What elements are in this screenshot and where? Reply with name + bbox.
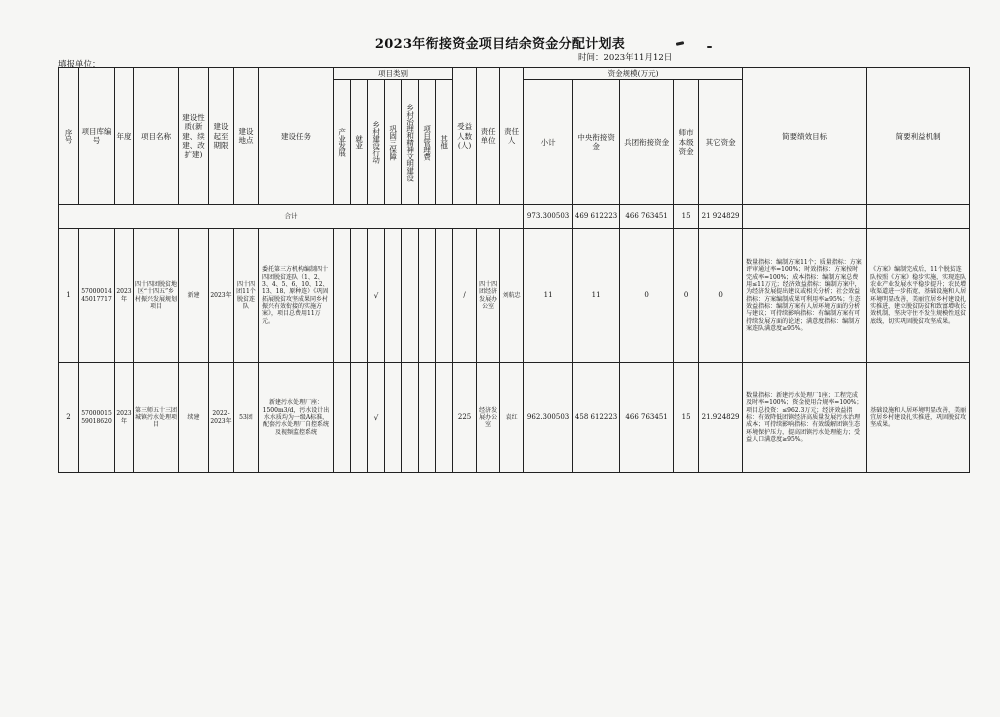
row-project-name: 四十四团脱贫地区“十四五”乡村振兴发展规划项目: [134, 229, 179, 363]
total-label: 合计: [59, 205, 524, 229]
header-central: 中央衔接资金: [573, 80, 620, 205]
time-label: 时间：2023年11月12日: [578, 53, 673, 63]
row-project-name: 第三师五十三团城镇污水处理项目: [134, 363, 179, 473]
row-cat-industry: [334, 229, 351, 363]
header-fund-group: 资金规模(万元): [524, 68, 743, 80]
row-resp-person: 刘航忠: [500, 229, 524, 363]
header-cat-other: 其他: [436, 80, 453, 205]
row-cat-other: [436, 363, 453, 473]
header-year: 年度: [115, 68, 134, 205]
fill-unit-label: 填报单位：: [58, 60, 101, 70]
row-seq: 1: [59, 229, 79, 363]
total-goals-empty: [743, 205, 867, 229]
row-cat-guarantee: [385, 229, 402, 363]
row-location: 四十四团11个脱贫连队: [234, 229, 259, 363]
document-title: 2023年衔接资金项目结余资金分配计划表: [374, 37, 626, 52]
row-location: 53团: [234, 363, 259, 473]
total-division: 15: [674, 205, 699, 229]
total-subtotal: 973.300503: [524, 205, 573, 229]
scan-mark: [707, 46, 712, 48]
row-other: 21.924829: [699, 363, 743, 473]
header-cat-management: 项目管理费: [419, 80, 436, 205]
row-cat-management: [419, 363, 436, 473]
row-cat-governance: [402, 363, 419, 473]
row-project-id: 5700001559018620: [79, 363, 115, 473]
row-beneficiaries: 225: [453, 363, 477, 473]
header-project-name: 项目名称: [134, 68, 179, 205]
row-cat-guarantee: [385, 363, 402, 473]
row-resp-unit: 经济发展办公室: [477, 363, 500, 473]
header-seq: 序号: [59, 68, 79, 205]
row-task: 新建污水处理厂座：1500m3/d，污水设计出水水质均为一级A标准，配套污水处理厂自控系统及视频监控系统: [259, 363, 334, 473]
row-cat-employment: [351, 363, 368, 473]
table-row: [59, 229, 970, 363]
header-goals: 简要绩效目标: [743, 68, 867, 205]
header-nature: 建设性质(新建、续建、改扩建): [179, 68, 209, 205]
row-benefit: 基础设施和人居环境明显改善，美丽宜居乡村建设扎实推进，巩固脱贫攻坚成果。: [867, 363, 970, 473]
header-cat-employment: 就业: [351, 80, 368, 205]
header-location: 建设地点: [234, 68, 259, 205]
row-year: 2023年: [115, 229, 134, 363]
header-cat-governance: 乡村治理和精神文明建设: [402, 80, 419, 205]
row-cat-employment: [351, 229, 368, 363]
total-benefit-empty: [867, 205, 970, 229]
row-resp-unit: 四十四团经济发展办公室: [477, 229, 500, 363]
header-resp-unit: 责任单位: [477, 68, 500, 205]
row-corps: 0: [620, 229, 674, 363]
header-cat-village-action: 乡村建设行动: [368, 80, 385, 205]
row-benefit: 《方案》编制完成后，11个脱贫连队按照《方案》稳步实施，实现连队农业产业发展水平稳步提升；农民增收渠道进一步拓宽，基础设施和人居环境明显改善，美丽宜居乡村建设扎实推进，建立脱贫防贫和致富增收长效机制，坚决守住不发生规模性返贫底线，切实巩固脱贫攻坚成果。: [867, 229, 970, 363]
row-corps: 466 763451: [620, 363, 674, 473]
row-period: 2023年: [209, 229, 234, 363]
header-project-id: 项目库编号: [79, 68, 115, 205]
row-nature: 新建: [179, 229, 209, 363]
row-division: 15: [674, 363, 699, 473]
row-cat-village-action: √: [368, 229, 385, 363]
row-year: 2023年: [115, 363, 134, 473]
row-subtotal: 962.300503: [524, 363, 573, 473]
row-period: 2022-2023年: [209, 363, 234, 473]
total-row: [59, 205, 970, 229]
row-cat-village-action: √: [368, 363, 385, 473]
total-central: 469 612223: [573, 205, 620, 229]
header-beneficiaries: 受益人数(人): [453, 68, 477, 205]
row-other: 0: [699, 229, 743, 363]
row-beneficiaries: /: [453, 229, 477, 363]
row-cat-management: [419, 229, 436, 363]
row-goals: 数量指标：编制方案11个；质量指标：方案评审通过率=100%；时效指标：方案按时完成率=100%；成本指标：编制方案总费用≤11万元；经济效益指标：编制方案中，为经济发展提出建议或相关分析；社会效益指标：方案编制成果可利用率≥95%；生态效益指标：编制方案有人居环境方面的分析与建议；可持续影响指标：有编制方案有可持续发展方面的论述；满意度指标：编制方案连队满意度≥95%。: [743, 229, 867, 363]
header-resp-person: 责任人: [500, 68, 524, 205]
row-nature: 续建: [179, 363, 209, 473]
header-subtotal: 小计: [524, 80, 573, 205]
row-division: 0: [674, 229, 699, 363]
header-task: 建设任务: [259, 68, 334, 205]
row-task: 委托第三方机构编制四十四团脱贫连队（1、2、3、4、5、6、10、12、13、18、原种连）《巩固拓展脱贫攻坚成果同乡村振兴有效衔接的实施方案》，项目总费用11万元。: [259, 229, 334, 363]
header-benefit: 简要利益机制: [867, 68, 970, 205]
row-project-id: 5700001445017717: [79, 229, 115, 363]
row-cat-governance: [402, 229, 419, 363]
row-central: 458 612223: [573, 363, 620, 473]
row-seq: 2: [59, 363, 79, 473]
header-other-funds: 其它资金: [699, 80, 743, 205]
row-goals: 数量指标：新建污水处理厂1座；工程完成及时率=100%；资金使用合规率=100%；项目总投资：≤962.3万元；经济效益指标：有效降低团镇经济高质量发展污水治理成本；可持续影响指标：有效缓解团镇生态环境保护压力，提高团镇污水处理能力；受益人口满意度≥95%。: [743, 363, 867, 473]
allocation-table: [58, 67, 970, 473]
header-period: 建设起至期限: [209, 68, 234, 205]
row-cat-other: [436, 229, 453, 363]
header-cat-guarantee: 巩固三保障: [385, 80, 402, 205]
header-division: 师市本级资金: [674, 80, 699, 205]
table-row: [59, 363, 970, 473]
header-corps: 兵团衔接资金: [620, 80, 674, 205]
row-resp-person: 袁红: [500, 363, 524, 473]
row-central: 11: [573, 229, 620, 363]
total-other: 21 924829: [699, 205, 743, 229]
row-subtotal: 11: [524, 229, 573, 363]
header-category-group: 项目类别: [334, 68, 453, 80]
total-corps: 466 763451: [620, 205, 674, 229]
header-cat-industry: 产业发展: [334, 80, 351, 205]
row-cat-industry: [334, 363, 351, 473]
